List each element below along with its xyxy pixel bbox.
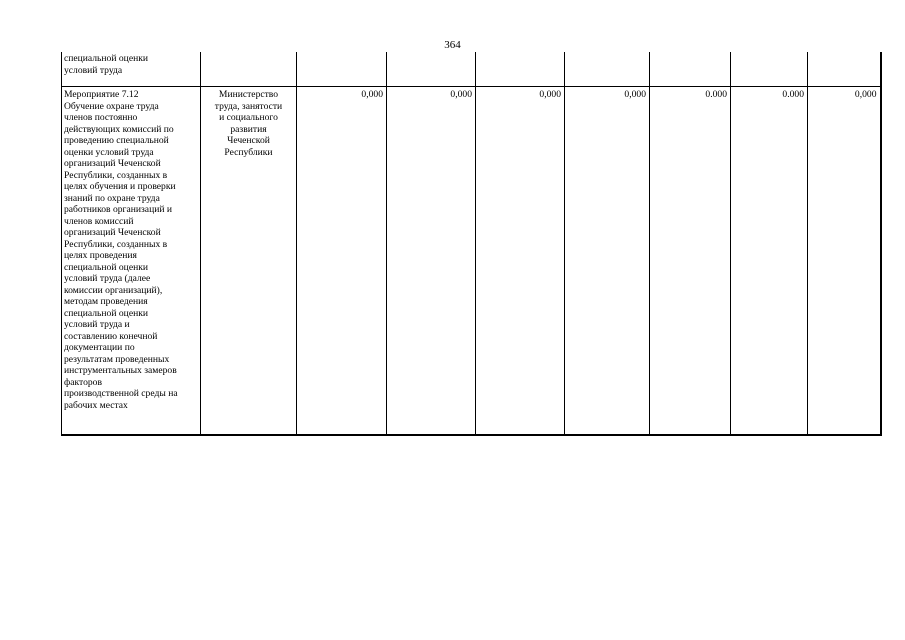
executor-line: и социального — [219, 112, 278, 123]
measure-line: факторов — [64, 376, 102, 388]
measure-line: целях обучения и проверки — [64, 181, 176, 192]
page-number: 364 — [444, 39, 461, 51]
funding-value-cell: 0,000 — [565, 87, 650, 436]
measure-line: организаций Чеченской — [64, 227, 161, 238]
measure-row — [62, 87, 881, 436]
executor-line: Чеченской — [227, 135, 270, 146]
continued-value-cell — [297, 52, 387, 87]
funding-value-cell: 0.000 — [731, 87, 808, 436]
measure-line: условий труда (далее — [64, 273, 151, 284]
funding-value-cell: 0,000 — [476, 87, 565, 436]
continued-value-cell — [565, 52, 650, 87]
continued-line: специальной оценки — [64, 53, 149, 64]
continued-value-cell — [387, 52, 476, 87]
measure-line: инструментальных замеров — [64, 365, 177, 376]
continued-row — [62, 52, 881, 87]
measure-line: действующих комиссий по — [64, 123, 174, 135]
funding-value-cell: 0,000 — [387, 87, 476, 436]
continued-measure-cell — [62, 52, 201, 87]
measure-line: работников организаций и — [64, 204, 173, 215]
measure-line: рабочих местах — [64, 399, 128, 411]
measure-line: производственной среды на — [64, 388, 178, 399]
measure-line: Обучение охране труда — [64, 100, 159, 112]
continued-line: условий труда — [64, 64, 123, 76]
measure-line: условий труда и — [64, 319, 130, 330]
executor-line: Министерство — [218, 89, 279, 100]
measure-line: составлению конечной — [64, 330, 158, 342]
measure-line: Мероприятие 7.12 — [64, 89, 139, 100]
measure-line: организаций Чеченской — [64, 158, 161, 169]
measure-line: методам проведения — [64, 296, 148, 307]
funding-value-cell: 0,000 — [297, 87, 387, 436]
measure-line: специальной оценки — [64, 307, 149, 319]
measure-line: специальной оценки — [64, 261, 149, 273]
executor-line: Республики — [224, 146, 273, 158]
continued-executor-cell — [201, 52, 297, 87]
measure-line: результатам проведенных — [64, 353, 170, 365]
executor-line: развития — [230, 123, 267, 135]
measure-line: знаний по охране труда — [64, 192, 160, 204]
measure-description-cell — [62, 87, 201, 436]
measure-line: членов постоянно — [64, 112, 138, 123]
executor-cell — [201, 87, 297, 436]
continued-value-cell — [476, 52, 565, 87]
continued-value-cell — [808, 52, 881, 87]
executor-line: труда, занятости — [214, 100, 283, 112]
measure-line: целях проведения — [64, 250, 137, 261]
funding-value-cell: 0.000 — [650, 87, 731, 436]
measure-line: Республики, созданных в — [64, 169, 168, 181]
continued-value-cell — [650, 52, 731, 87]
funding-value-cell: 0,000 — [808, 87, 881, 436]
measure-line: Республики, созданных в — [64, 238, 168, 250]
measure-line: проведению специальной — [64, 135, 169, 146]
measure-line: оценки условий труда — [64, 146, 154, 158]
measure-line: документации по — [64, 342, 135, 353]
continued-value-cell — [731, 52, 808, 87]
measure-line: комиссии организаций), — [64, 284, 163, 296]
measure-line: членов комиссий — [64, 215, 134, 227]
program-measures-table — [61, 52, 882, 436]
